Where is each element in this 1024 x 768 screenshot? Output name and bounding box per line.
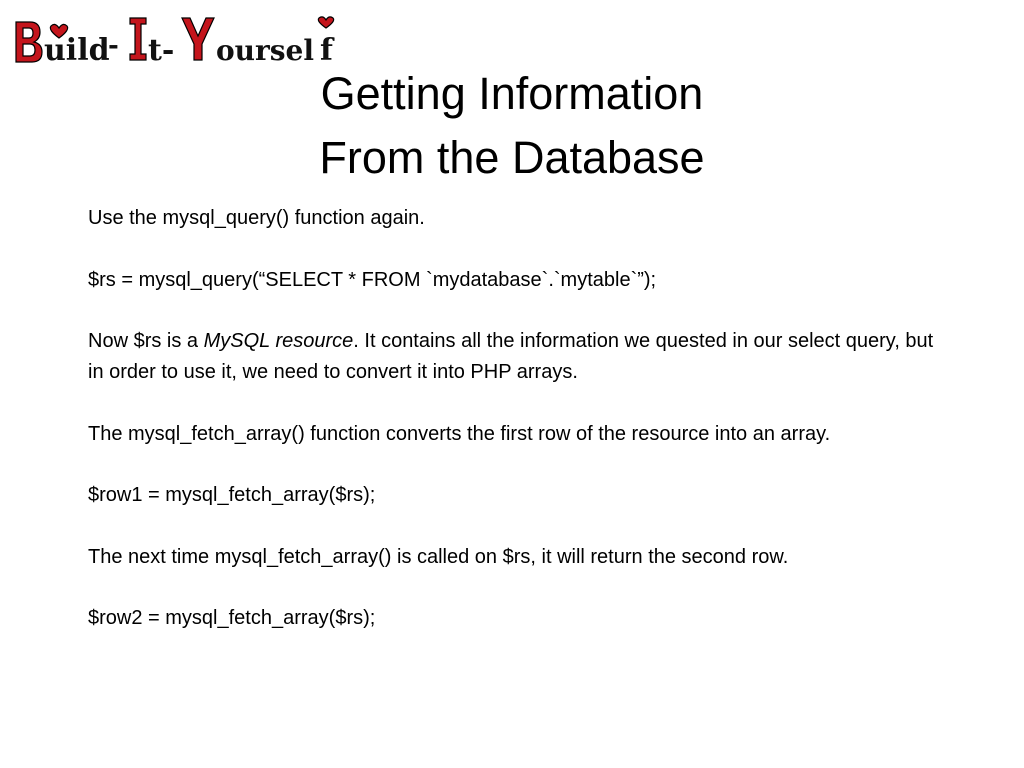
svg-text:-: - bbox=[108, 31, 119, 61]
paragraph-resource bbox=[88, 326, 948, 388]
paragraph-fetch-array: The mysql_fetch_array() function converts the first row of the resource into an array. bbox=[88, 422, 831, 445]
paragraph-next-row: The next time mysql_fetch_array() is called on $rs, it will return the second row. bbox=[88, 545, 789, 568]
slide-body bbox=[88, 203, 948, 665]
code-line-row1: $row1 = mysql_fetch_array($rs); bbox=[88, 484, 376, 507]
paragraph-resource-start: Now $rs is a bbox=[88, 330, 204, 353]
title-line-2: From the Database bbox=[319, 132, 705, 183]
paragraph-intro: Use the mysql_query() function again. bbox=[88, 207, 425, 229]
code-line-row2: $row2 = mysql_fetch_array($rs); bbox=[88, 607, 376, 630]
svg-text:uild: uild bbox=[44, 33, 110, 68]
code-line-query: $rs = mysql_query(“SELECT * FROM `mydatabase`.`mytable`”); bbox=[88, 268, 657, 291]
build-it-yourself-logo bbox=[10, 8, 350, 70]
logo-graphic bbox=[10, 8, 350, 70]
svg-text:oursel: oursel bbox=[216, 34, 314, 67]
slide-title bbox=[0, 62, 1024, 190]
svg-text:f: f bbox=[320, 33, 333, 68]
title-line-1: Getting Information bbox=[320, 68, 704, 119]
mysql-resource-term: MySQL resource bbox=[203, 330, 354, 353]
svg-text:t-: t- bbox=[148, 33, 175, 68]
paragraph-resource-end: . It contains all the information we quested in our select query, but in order to use it, we need to convert it into PHP arrays. bbox=[88, 330, 934, 383]
